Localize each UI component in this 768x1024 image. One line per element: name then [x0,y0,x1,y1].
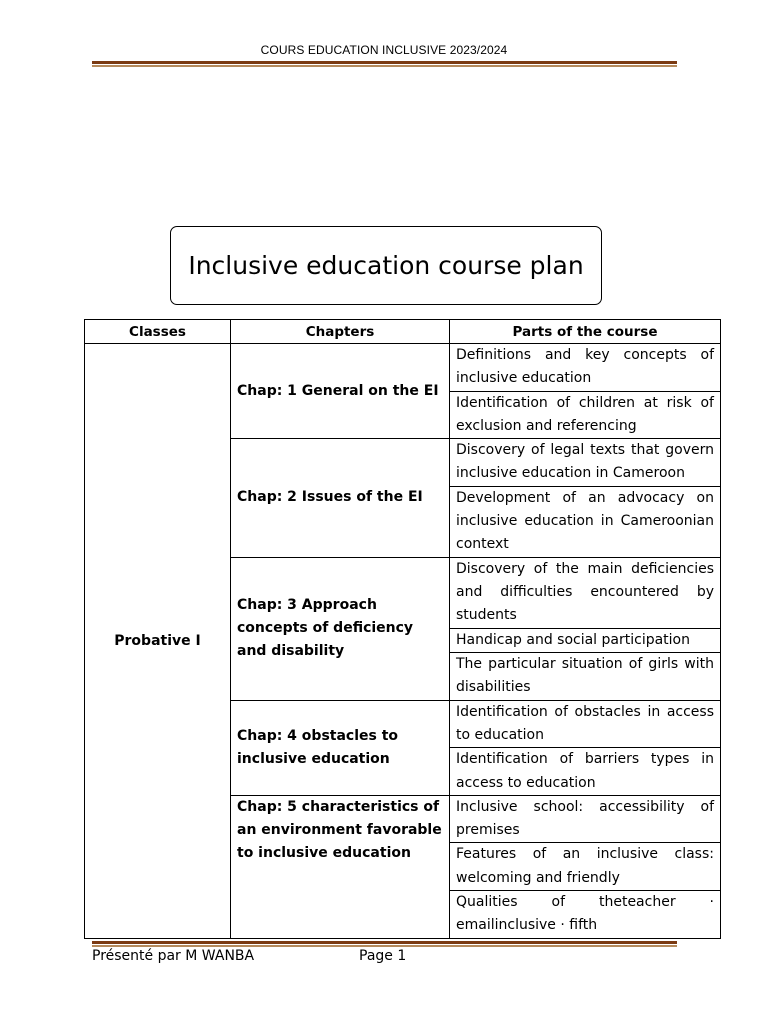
part-cell: Identification of obstacles in access to education [450,700,721,748]
page-number: Page 1 [359,948,407,964]
part-cell: Inclusive school: accessibility of premises [450,795,721,843]
chapter-cell: Chap: 2 Issues of the EI [231,439,450,558]
table-header-row [85,320,721,344]
part-cell: Discovery of the main deficiencies and difficulties encountered by students [450,557,721,628]
part-cell: Identification of barriers types in access to education [450,748,721,796]
chapter-cell: Chap: 3 Approach concepts of deficiency and disability [231,557,450,700]
part-cell: Development of an advocacy on inclusive education in Cameroonian context [450,486,721,557]
document-title: Inclusive education course plan [170,226,602,305]
header-chapters: Chapters [231,320,450,344]
part-cell: The particular situation of girls with disabilities [450,653,721,701]
chapter-cell: Chap: 5 characteristics of an environment favorable to inclusive education [231,795,450,938]
header-classes: Classes [85,320,231,344]
presenter-text: Présenté par M WANBA [92,948,255,964]
part-cell: Features of an inclusive class: welcoming and friendly [450,843,721,891]
class-cell: Probative I [85,344,231,939]
header-rule [92,61,677,67]
course-plan-table [84,319,721,939]
part-cell: Qualities of theteacher · emailinclusive · fifth [450,891,721,939]
chapter-cell: Chap: 4 obstacles to inclusive education [231,700,450,795]
part-cell: Identification of children at risk of exclusion and referencing [450,391,721,439]
part-cell: Discovery of legal texts that govern inclusive education in Cameroon [450,439,721,487]
table-row [85,344,721,392]
part-cell: Definitions and key concepts of inclusive education [450,344,721,392]
header-parts: Parts of the course [450,320,721,344]
chapter-cell: Chap: 1 General on the EI [231,344,450,439]
footer-rule [92,941,677,947]
page-header: COURS EDUCATION INCLUSIVE 2023/2024 [260,43,508,57]
part-cell: Handicap and social participation [450,628,721,652]
